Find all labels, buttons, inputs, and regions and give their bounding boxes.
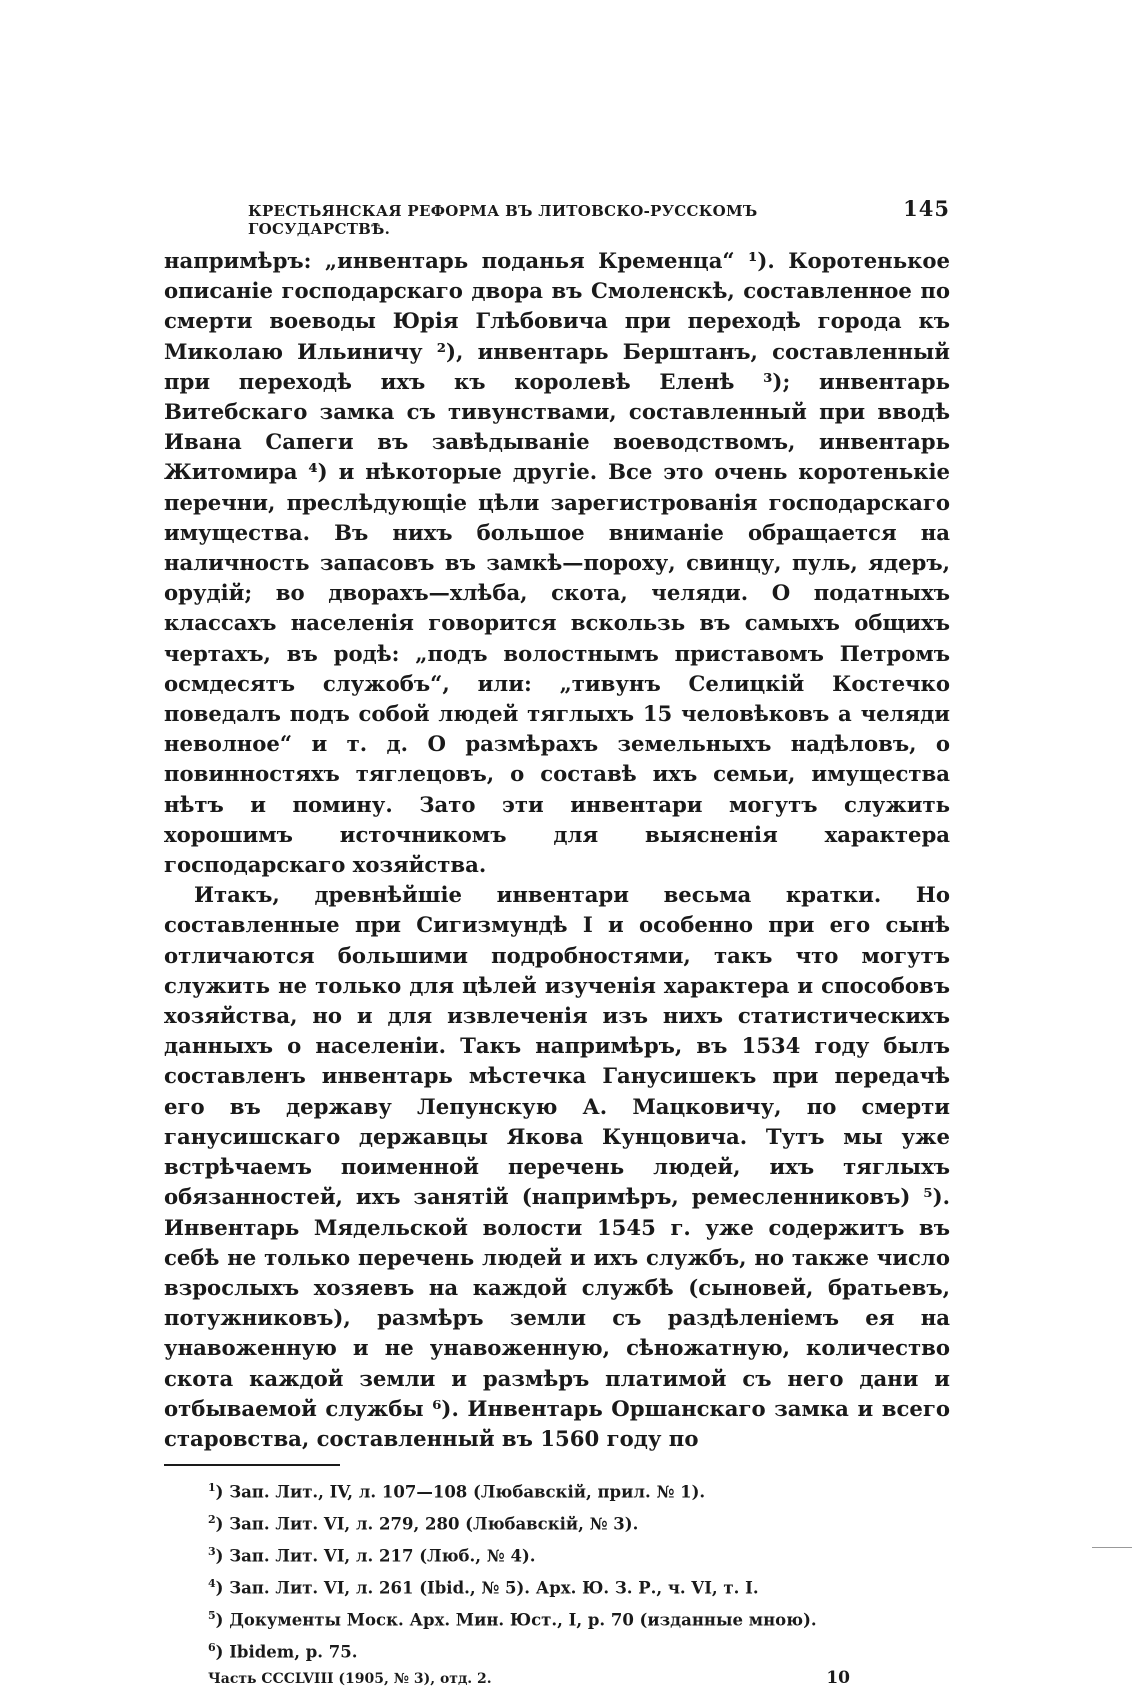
footnote: $^6$) Ibidem, p. 75. bbox=[208, 1641, 358, 1662]
signature-number: 10 bbox=[826, 1668, 850, 1688]
footnote-mark: 2 bbox=[208, 1513, 216, 1527]
footnote: $^2$) Зап. Лит. VI, л. 279, 280 (Любавскій, № 3). bbox=[208, 1513, 639, 1534]
book-page bbox=[164, 196, 950, 1688]
footnote-text: Документы Моск. Арх. Мин. Юст., I, р. 70 (изданные мною). bbox=[229, 1610, 817, 1630]
footnote-text: Ibidem, p. 75. bbox=[229, 1642, 358, 1662]
footnote-mark: 5 bbox=[208, 1609, 216, 1623]
running-title: КРЕСТЬЯНСКАЯ РЕФОРМА ВЪ ЛИТОВСКО-РУССКОМЪ ГОСУДАРСТВѢ. bbox=[248, 202, 758, 238]
footnote-text: Зап. Лит. VI, л. 217 (Люб., № 4). bbox=[229, 1546, 536, 1566]
footnote-text: Зап. Лит. VI, л. 261 (Ibid., № 5). Арх. Ю. З. Р., ч. VI, т. I. bbox=[229, 1578, 759, 1598]
footnote-rule bbox=[164, 1464, 340, 1466]
running-head bbox=[248, 196, 950, 238]
footnote: $^3$) Зап. Лит. VI, л. 217 (Люб., № 4). bbox=[208, 1545, 536, 1566]
signature-line bbox=[208, 1668, 850, 1688]
footnote-mark: 4 bbox=[208, 1577, 216, 1591]
page-number: 145 bbox=[903, 196, 950, 221]
footnote-mark: 6 bbox=[208, 1641, 216, 1655]
footnote: $^5$) Документы Моск. Арх. Мин. Юст., I, р. 70 (изданные мною). bbox=[208, 1609, 817, 1630]
footnotes bbox=[208, 1474, 950, 1666]
footnote-mark: 1 bbox=[208, 1481, 216, 1495]
signature-text: Часть CCCLVIII (1905, № 3), отд. 2. bbox=[208, 1671, 492, 1688]
footnote-text: Зап. Лит., IV, л. 107—108 (Любавскій, прил. № 1). bbox=[229, 1482, 706, 1502]
paragraph: напримѣръ: „инвентарь поданья Кременца“ ¹). Коротенькое описаніе господарскаго двора въ Смоленскѣ, составленное по смерти воеводы Юрія Глѣбовича при переходѣ города къ Миколаю Ильиничу ²), инвентарь Берштанъ, составленный при переходѣ ихъ къ королевѣ Еленѣ ³); инвентарь Витебскаго замка съ тивунствами, составленный при вводѣ Ивана Сапеги въ завѣдываніе воеводствомъ, инвентарь Житомира ⁴) и нѣкоторые другіе. Все это очень коротенькіе перечни, преслѣдующіе цѣли зарегистрованія господарскаго имущества. Въ нихъ большое вниманіе обращается на наличность запасовъ въ замкѣ—пороху, свинцу, пуль, ядеръ, орудій; во дворахъ—хлѣба, скота, челяди. О податныхъ классахъ населенія говорится вскользь въ самыхъ общихъ чертахъ, въ родѣ: „подъ волостнымъ приставомъ Петромъ осмдесятъ служобъ“, или: „тивунъ Селицкій Костечко поведалъ подъ собой людей тяглыхъ 15 человѣковъ а челяди неволное“ и т. д. О размѣрахъ земельныхъ надѣловъ, о повинностяхъ тяглецовъ, о составѣ ихъ семьи, имущества нѣтъ и помину. Зато эти инвентари могутъ служить хорошимъ источникомъ для выясненія характера господарскаго хозяйства. bbox=[164, 248, 950, 878]
footnote-mark: 3 bbox=[208, 1545, 216, 1559]
scan-edge-mark bbox=[1092, 1547, 1132, 1548]
footnote: $^1$) Зап. Лит., IV, л. 107—108 (Любавскій, прил. № 1). bbox=[208, 1481, 706, 1502]
footnote: $^4$) Зап. Лит. VI, л. 261 (Ibid., № 5). Арх. Ю. З. Р., ч. VI, т. I. bbox=[208, 1577, 759, 1598]
paragraph: Итакъ, древнѣйшіе инвентари весьма кратки. Но составленные при Сигизмундѣ I и особенно при его сынѣ отличаются большими подробностями, такъ что могутъ служить не только для цѣлей изученія характера и способовъ хозяйства, но и для извлеченія изъ нихъ статистическихъ данныхъ о населеніи. Такъ напримѣръ, въ 1534 году былъ составленъ инвентарь мѣстечка Ганусишекъ при передачѣ его въ державу Лепунскую А. Мацковичу, по смерти ганусишскаго державцы Якова Кунцовича. Тутъ мы уже встрѣчаемъ поименной перечень людей, ихъ тяглыхъ обязанностей, ихъ занятій (напримѣръ, ремесленниковъ) ⁵). Инвентарь Мядельской волости 1545 г. уже содержитъ въ себѣ не только перечень людей и ихъ службъ, но также число взрослыхъ хозяевъ на каждой службѣ (сыновей, братьевъ, потужниковъ), размѣръ земли съ раздѣленіемъ ея на унавоженную и не унавоженную, сѣножатную, количество скота каждой земли и размѣръ платимой съ него дани и отбываемой службы ⁶). Инвентарь Оршанскаго замка и всего старовства, составленный въ 1560 году по bbox=[164, 882, 950, 1451]
main-text bbox=[164, 246, 950, 1454]
footnote-text: Зап. Лит. VI, л. 279, 280 (Любавскій, № 3). bbox=[229, 1514, 639, 1534]
